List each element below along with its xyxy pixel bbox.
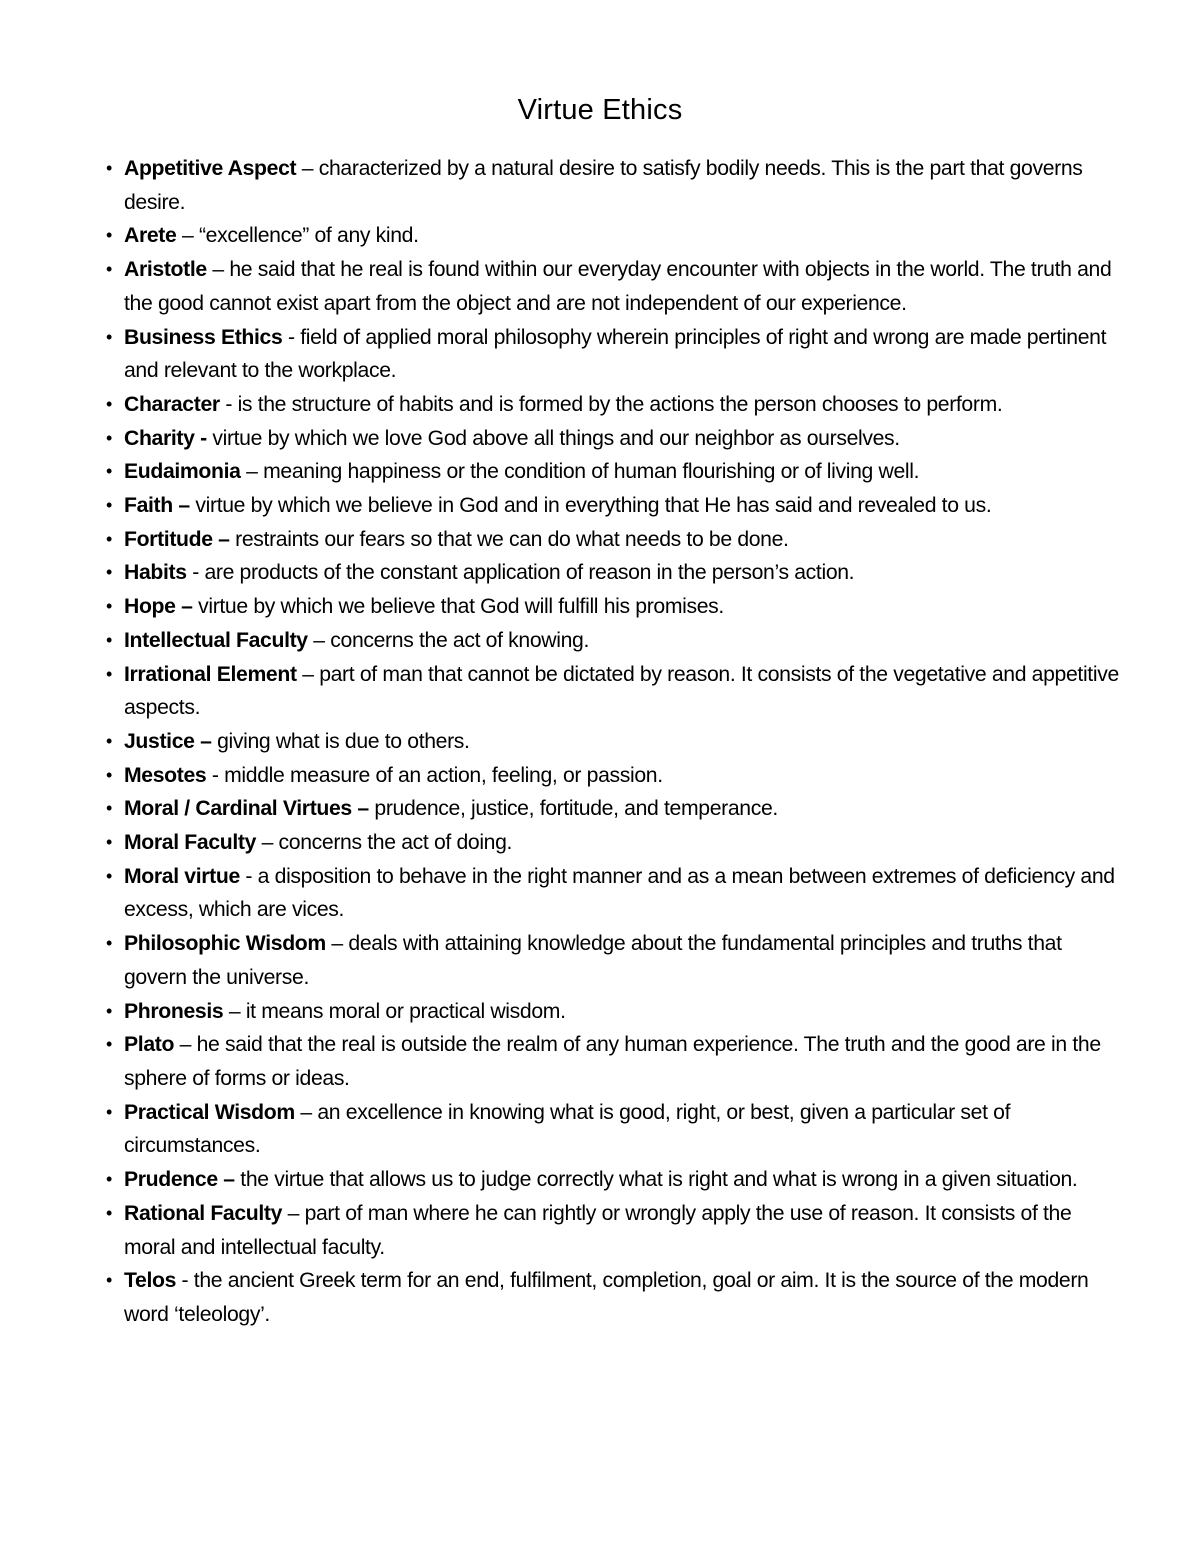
bullet-icon: • <box>106 1169 112 1190</box>
term-separator: – <box>174 1033 197 1057</box>
glossary-definition: characterized by a natural desire to satisfy bodily needs. This is the part that governs desire. <box>124 157 1083 214</box>
glossary-definition: “excellence” of any kind. <box>198 224 419 248</box>
glossary-entry <box>103 860 1128 927</box>
glossary-entry <box>103 927 1128 994</box>
bullet-icon: • <box>106 798 112 819</box>
glossary-entry <box>103 1028 1128 1095</box>
bullet-icon: • <box>106 764 112 785</box>
bullet-icon: • <box>106 158 112 178</box>
bullet-icon: • <box>106 663 112 684</box>
glossary-term: Practical Wisdom <box>124 1100 295 1124</box>
glossary-definition: part of man where he can rightly or wrongly apply the use of reason. It consists of the moral and intellectual faculty. <box>124 1201 1072 1259</box>
glossary-entry <box>103 759 1128 793</box>
glossary-entry <box>103 1197 1128 1264</box>
glossary-term: Moral / Cardinal Virtues – <box>124 797 369 821</box>
glossary-term: Charity - <box>124 426 207 450</box>
glossary-term: Fortitude – <box>124 527 230 551</box>
bullet-icon: • <box>106 562 112 583</box>
term-separator: - <box>282 325 301 349</box>
bullet-icon: • <box>106 326 112 347</box>
glossary-term: Hope – <box>124 595 193 619</box>
glossary-definition: deals with attaining knowledge about the fundamental principles and truths that govern the universe. <box>124 932 1062 989</box>
term-separator: – <box>240 460 264 484</box>
glossary-term: Arete <box>124 224 177 248</box>
glossary-term: Faith – <box>124 494 190 518</box>
glossary-term: Moral Faculty <box>124 831 257 855</box>
glossary-entry <box>103 523 1128 557</box>
glossary-entry <box>103 556 1128 590</box>
glossary-term: Habits <box>124 561 187 585</box>
glossary-entry <box>103 658 1128 725</box>
glossary-definition: it means moral or practical wisdom. <box>245 999 566 1023</box>
bullet-icon: • <box>106 528 112 549</box>
glossary-term: Rational Faculty <box>124 1201 283 1225</box>
glossary-term: Telos <box>124 1269 177 1293</box>
bullet-icon: • <box>106 1270 112 1291</box>
term-separator: - <box>206 763 225 787</box>
glossary-entry <box>103 489 1128 523</box>
term-separator: – <box>325 932 349 956</box>
glossary-entry <box>103 1096 1128 1163</box>
bullet-icon: • <box>106 225 112 246</box>
term-separator: - <box>186 561 205 585</box>
glossary-entry <box>103 590 1128 624</box>
glossary-term: Prudence – <box>124 1168 235 1192</box>
glossary-definition: the virtue that allows us to judge correctly what is right and what is wrong in a given situation. <box>240 1168 1078 1192</box>
glossary-term: Justice – <box>124 729 212 753</box>
bullet-icon: • <box>106 596 112 617</box>
glossary-definition: are products of the constant application of reason in the person’s action. <box>204 561 855 585</box>
glossary-entry <box>103 725 1128 759</box>
glossary-term: Mesotes <box>124 763 207 787</box>
term-separator: – <box>296 662 320 686</box>
glossary-term: Phronesis <box>124 999 224 1023</box>
term-separator: – <box>256 831 279 855</box>
glossary-definition: an excellence in knowing what is good, right, or best, given a particular set of circumstances. <box>124 1100 1011 1158</box>
glossary-term: Plato <box>124 1033 175 1057</box>
glossary-definition: meaning happiness or the condition of human flourishing or of living well. <box>263 460 920 484</box>
bullet-icon: • <box>106 865 112 886</box>
glossary-term: Appetitive Aspect <box>124 157 297 180</box>
glossary-entry <box>103 1163 1128 1197</box>
term-separator: – <box>223 999 246 1023</box>
glossary-definition: he said that the real is outside the realm of any human experience. The truth and the good are in the sphere of forms or ideas. <box>124 1033 1101 1090</box>
term-separator: - <box>219 392 238 416</box>
term-separator: – <box>307 628 331 652</box>
glossary-entry <box>103 219 1128 253</box>
glossary-definition: he said that he real is found within our everyday encounter with objects in the world. The truth and the good cannot exist apart from the object and are not independent of our experience. <box>124 258 1112 315</box>
document-title: Virtue Ethics <box>517 94 683 126</box>
glossary-definition: the ancient Greek term for an end, fulfilment, completion, goal or aim. It is the source of the modern word ‘teleology’. <box>124 1269 1089 1326</box>
glossary-definition: giving what is due to others. <box>217 729 470 753</box>
bullet-icon: • <box>106 832 112 853</box>
term-separator: – <box>282 1201 305 1225</box>
bullet-icon: • <box>106 933 112 954</box>
glossary-definition: a disposition to behave in the right manner and as a mean between extremes of deficiency and excess, which are vices. <box>124 864 1115 922</box>
glossary-definition: restraints our fears so that we can do what needs to be done. <box>235 527 789 551</box>
glossary-term: Philosophic Wisdom <box>124 932 326 956</box>
glossary-term: Character <box>124 392 220 416</box>
term-separator: - <box>239 864 258 888</box>
bullet-icon: • <box>106 259 112 280</box>
term-separator: – <box>206 258 230 282</box>
bullet-icon: • <box>106 629 112 650</box>
term-separator: – <box>176 224 199 248</box>
glossary-entry <box>103 422 1128 456</box>
bullet-icon: • <box>106 495 112 516</box>
bullet-icon: • <box>106 730 112 751</box>
glossary-definition: prudence, justice, fortitude, and temperance. <box>374 797 778 821</box>
glossary-definition: concerns the act of knowing. <box>330 628 589 652</box>
glossary-entry <box>103 624 1128 658</box>
bullet-icon: • <box>106 1034 112 1055</box>
glossary-definition: concerns the act of doing. <box>278 831 513 855</box>
glossary-term: Business Ethics <box>124 325 283 349</box>
glossary-entry <box>103 1264 1128 1331</box>
glossary-entry <box>103 253 1128 320</box>
glossary-entry <box>103 792 1128 826</box>
glossary-term: Moral virtue <box>124 864 240 888</box>
glossary-entry <box>103 455 1128 489</box>
glossary-entry <box>103 826 1128 860</box>
bullet-icon: • <box>106 427 112 448</box>
glossary-definition: virtue by which we love God above all things and our neighbor as ourselves. <box>212 426 900 450</box>
glossary-entry <box>103 995 1128 1029</box>
glossary-entry <box>103 321 1128 388</box>
glossary-term: Irrational Element <box>124 662 297 686</box>
glossary-definition: virtue by which we believe that God will fulfill his promises. <box>198 595 724 619</box>
glossary-term: Eudaimonia <box>124 460 241 484</box>
bullet-icon: • <box>106 1202 112 1223</box>
term-separator: – <box>294 1100 318 1124</box>
glossary-definition: part of man that cannot be dictated by reason. It consists of the vegetative and appetitive aspects. <box>124 662 1119 720</box>
glossary-entry <box>103 152 1128 219</box>
glossary-definition: is the structure of habits and is formed by the actions the person chooses to perform. <box>237 392 1003 416</box>
glossary-term: Intellectual Faculty <box>124 628 308 652</box>
bullet-icon: • <box>106 1101 112 1122</box>
glossary-definition: field of applied moral philosophy wherein principles of right and wrong are made pertinent and relevant to the workplace. <box>124 325 1107 383</box>
glossary-list <box>103 152 1128 1332</box>
bullet-icon: • <box>106 461 112 482</box>
glossary-entry <box>103 388 1128 422</box>
glossary-definition: virtue by which we believe in God and in everything that He has said and revealed to us. <box>195 494 992 518</box>
bullet-icon: • <box>106 393 112 414</box>
glossary-term: Aristotle <box>124 258 207 282</box>
glossary-definition: middle measure of an action, feeling, or passion. <box>224 763 663 787</box>
term-separator: – <box>296 157 319 180</box>
bullet-icon: • <box>106 1000 112 1021</box>
term-separator: - <box>176 1269 194 1293</box>
